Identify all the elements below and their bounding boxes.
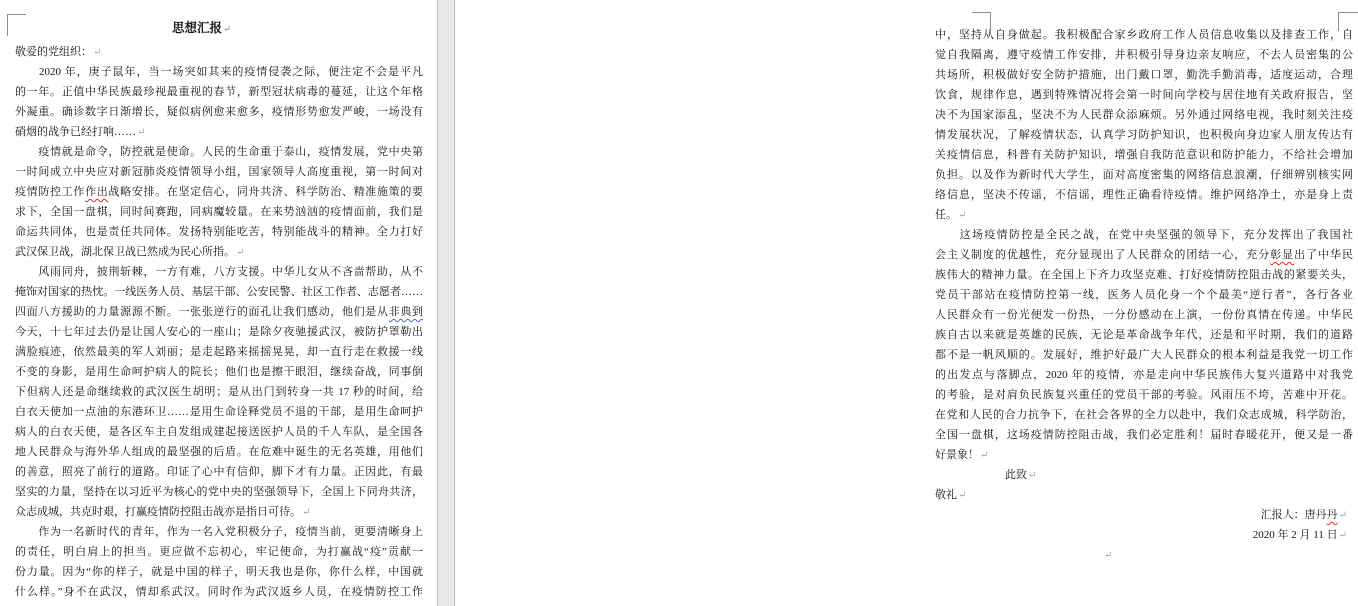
text-line: 觉自我隔离，遵守疫情工作安排，并积极引导身边亲友响应，不去人员密集的公 [935,49,1353,61]
text-line: 满脸痕迹，依然最美的军人刘丽；是走起路来摇摇晃晃，却一直行走在救援一线 [15,346,423,358]
text-line: 决不为国家添乱，坚决不为人民群众添麻烦。另外通过网络电视，我时刻关注疫 [935,109,1353,121]
text-line: 敬礼↵ [935,489,967,501]
text-line: 掩饰对国家的热忱。一线医务人员、基层干部、公安民警、社区工作者、志愿者…… [15,286,423,298]
text-line: 外凝重。确诊数字日渐增长，疑似病例愈来愈多，疫情形势愈发严峻，一场没有 [15,106,423,118]
text-line: 族自古以来就是英雄的民族，无论是革命战争年代，还是和平时期，我们的道路 [935,329,1353,341]
text-line: 的责任，明白肩上的担当。更应做不忘初心，牢记使命，为打赢战“疫”贡献一 [15,546,423,558]
paragraph-mark: ↵ [137,127,146,138]
text-line: 党员干部站在疫情防控第一线，医务人员化身一个个最美“逆行者”，各行各业 [935,289,1353,301]
text-line: 敬爱的党组织：↵ [15,46,102,58]
text-line: 不变的身影，是用生命呵护病人的院长；他们也是擦干眼泪，继续奋战，同事倒 [15,366,423,378]
text-line: 这场疫情防控是全民之战，在党中央坚强的领导下，充分发挥出了我国社 [935,229,1353,241]
paragraph-mark: ↵ [223,24,232,35]
paragraph-mark: ↵ [1028,470,1037,481]
text-line: 命运共同体，也是责任共同体。发扬特别能吃苦，特别能战斗的精神。全力打好 [15,226,423,238]
paragraph-mark: ↵ [236,247,245,258]
spellcheck-red-underline: 作出 [85,186,109,198]
text-line: 任。↵ [935,209,967,221]
text-line: 的考验，是对肩负民族复兴重任的党员干部的考验。风雨压不垮，苦难中开花。 [935,389,1353,401]
text-line: 今天，十七年过去仍是让国人安心的一座山；是除夕夜驰援武汉，被防护罩勒出 [15,326,423,338]
grammar-blue-underline: 非典到 [388,306,424,318]
text-line [935,545,1353,565]
paragraph-mark: ↵ [1104,550,1113,561]
text-line: 坚实的力量，坚持在以习近平为核心的党中央的坚强领导下，全国上下同舟共济， [15,486,423,498]
text-line: 2020 年，庚子鼠年，当一场突如其来的疫情侵袭之际，便注定不会是平凡 [15,66,423,78]
spellcheck-red-underline: 丹 [1326,509,1338,521]
text-line: 份力量。因为“你的样子，就是中国的样子，明天我也是你，你什么样，中国就 [15,566,423,578]
text-line: 负担。以及作为新时代大学生，面对高度密集的网络信息浪潮，仔细辨别核实网 [935,169,1353,181]
text-line: 会主义制度的优越性，充分显现出了人民群众的团结一心，充分彰显出了中华民 [935,249,1354,261]
page-gap-divider [437,0,455,606]
paragraph-mark: ↵ [980,450,989,461]
margin-crop-mark [7,14,26,36]
text-line: 硝烟的战争已经打响……↵ [15,126,146,138]
text-line: 2020 年 2 月 11 日↵ [1252,529,1347,541]
text-line: 在党和人民的合力抗争下，在社会各界的全力以赴中，我们众志成城，科学防治， [935,409,1353,421]
text-line: 作为一名新时代的青年，作为一名入党积极分子，疫情当前，更要清晰身上 [15,526,423,538]
paragraph-mark: ↵ [958,210,967,221]
text-line: 风雨同舟，披荆斩棘，一方有难，八方支援。中华儿女从不吝啬帮助，从不 [15,266,423,278]
text-line: 的善意，照亮了前行的道路。印证了心中有信仰，脚下才有力量。正因此，有最 [15,466,423,478]
text-line: 白衣天使加一点油的东港环卫……是用生命诠释党员不退的干部，是用生命呵护 [15,406,423,418]
text-line: 求下，全国一盘棋，同时间赛跑，同病魔较量。在来势汹汹的疫情面前，我们是 [15,206,423,218]
text-line: 共场所，积极做好安全防护措施，出门戴口罩，勤洗手勤消毒，适度运动，合理 [935,69,1353,81]
text-line: 的一年。正值中华民族最珍视最重视的春节，新型冠状病毒的蔓延，让这个年格 [15,86,423,98]
text-line: 的出发点与落脚点，2020 年的疫情，亦是走向中华民族伟大复兴道路中对我党 [935,369,1353,381]
text-line: 下但病人还是命继续救的武汉医生胡明；是从出门到转身一共 17 秒的时间，给 [15,386,423,398]
text-line: 四面八方援助的力量源源不断。一张张逆行的面孔让我们感动，他们是从非典到 [15,306,424,318]
text-line: 中，坚持从自身做起。我积极配合家乡政府工作人员信息收集以及排查工作，自 [935,29,1353,41]
text-line: 全国一盘棋，这场疫情防控阻击战，我们必定胜利！届时春暖花开，便又是一番 [935,429,1353,441]
paragraph-mark: ↵ [958,490,967,501]
text-line: 疫情防控工作作出战略安排。在坚定信心，同舟共济、科学防治、精准施策的要 [15,186,424,198]
text-line: 武汉保卫战，湖北保卫战已然成为民心所指。↵ [15,246,245,258]
text-line: 一时间成立中央应对新冠肺炎疫情领导小组，国家领导人高度重视，第一时间对 [15,166,423,178]
page-2-text-area[interactable] [935,25,1353,565]
spellcheck-red-underline: 彰显 [1270,249,1295,261]
text-line: 此致↵ [1005,469,1037,481]
text-line: 病人的白衣天使，是各区车主自发组成建起接送医护人员的千人车队，是全国各 [15,426,423,438]
text-line: 好景象！↵ [935,449,989,461]
text-line: 地人民群众与海外华人组成的最坚强的后盾。在危难中诞生的无名英雄，用他们 [15,446,423,458]
text-line: 众志成城，共克时艰，打赢疫情防控阻击战亦是指日可待。↵ [15,506,311,518]
document-title-text: 思想汇报 [172,21,223,35]
document-title [172,18,231,38]
paragraph-mark: ↵ [93,47,102,58]
text-line: 什么样。”身不在武汉，情却系武汉。同时作为武汉返乡人员，在疫情防控工作 [15,586,423,598]
paragraph-mark: ↵ [1338,510,1347,521]
text-line: 都不是一帆风顺的。发展好，维护好最广大人民群众的根本利益是我党一切工作 [935,349,1353,361]
paragraph-mark: ↵ [302,507,311,518]
text-line: 关疫情信息，科普有关防护知识，增强自我防范意识和防护能力，不给社会增加 [935,149,1353,161]
text-line: 族伟大的精神力量。在全国上下齐力攻坚克难、打好疫情防控阻击战的紧要关头， [935,269,1353,281]
paragraph-mark: ↵ [1338,530,1347,541]
text-line: 情发展状况，了解疫情状态，认真学习防护知识，也积极向身边家人朋友传达有 [935,129,1353,141]
page-1-text-area[interactable] [15,42,423,602]
text-line: 络信息，坚决不传谣，不信谣，理性正确看待疫情。维护网络净土，亦是身上责 [935,189,1353,201]
document-page-1 [0,0,437,606]
text-line: 疫情就是命令，防控就是使命。人民的生命重于泰山，疫情发展，党中央第 [15,146,423,158]
text-line: 人民群众有一份光便发一份热，一分份感动在上演，一份份真情在传递。中华民 [935,309,1353,321]
text-line: 饮食，规律作息，遇到特殊情况将会第一时间向学校与居住地有关政府报告，坚 [935,89,1353,101]
document-page-2 [455,0,1354,606]
text-line: 汇报人：唐丹丹↵ [1260,509,1347,521]
